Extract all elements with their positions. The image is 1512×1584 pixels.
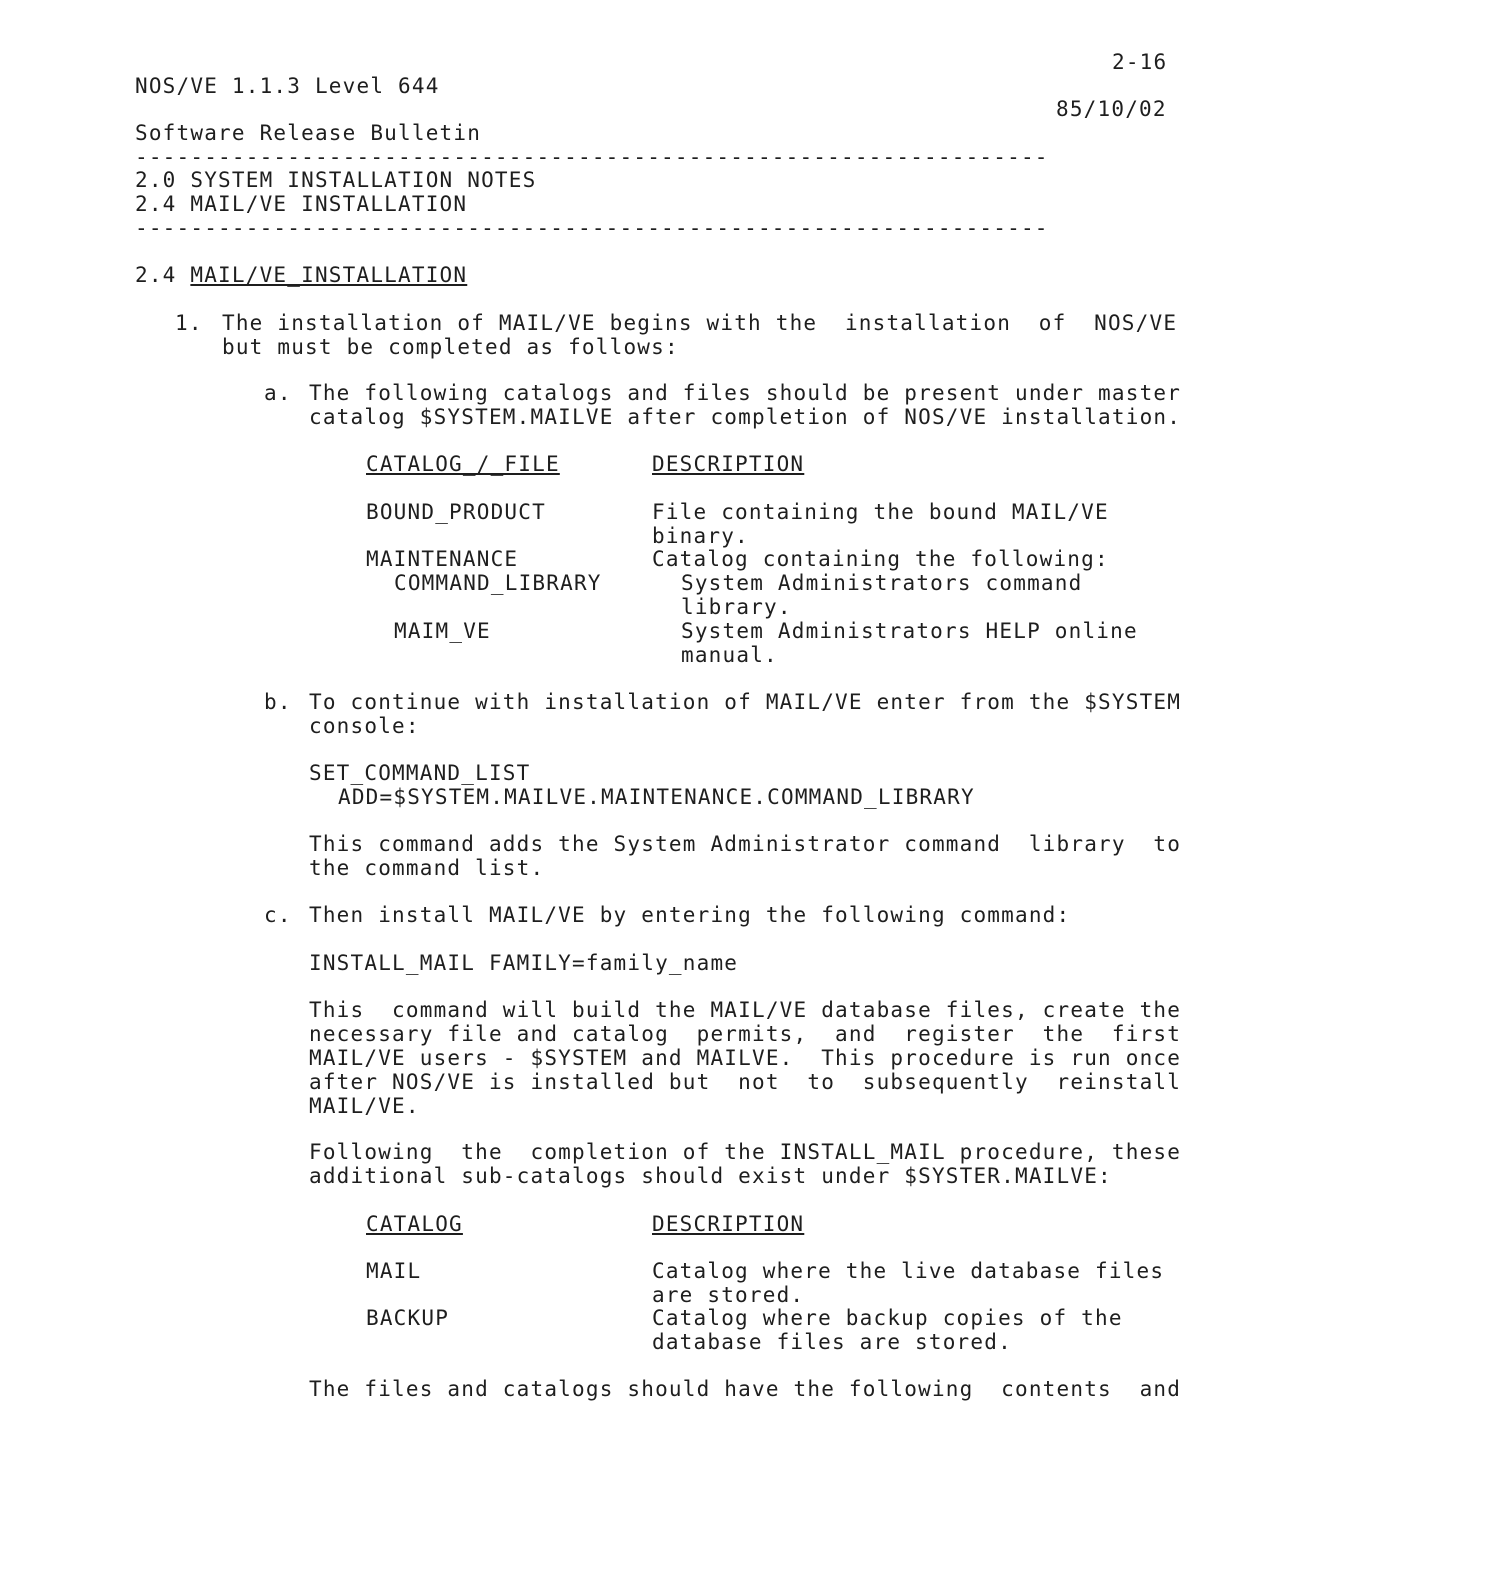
section-title <box>135 263 467 287</box>
table1-row-desc: System Administrators HELP online <box>681 619 1138 643</box>
step-b-command: SET_COMMAND_LIST <box>309 761 531 785</box>
step-c-command: INSTALL_MAIL FAMILY=family_name <box>309 951 739 975</box>
step1-line1: The installation of MAIL/VE begins with the installation of NOS/VE <box>222 311 1178 335</box>
section-number: 2.4 <box>135 263 177 287</box>
table2-row-name: BACKUP <box>366 1306 450 1330</box>
table1-row-name: COMMAND_LIBRARY <box>394 571 602 595</box>
section-title-text: MAIL/VE_INSTALLATION <box>190 263 468 287</box>
step-a-line2: catalog $SYSTEM.MAILVE after completion of NOS/VE installation. <box>309 405 1182 429</box>
page-number: 2-16 <box>1112 50 1168 74</box>
step-b-line1: To continue with installation of MAIL/VE enter from the $SYSTEM <box>309 690 1182 714</box>
closing-line: The files and catalogs should have the following contents and <box>309 1377 1182 1401</box>
step-b-marker: b. <box>264 690 292 714</box>
table2-row-desc: Catalog where the live database files <box>652 1259 1165 1283</box>
table1-row-name: BOUND_PRODUCT <box>366 500 546 524</box>
page-date: 85/10/02 <box>1056 97 1167 121</box>
step-c-line1: Then install MAIL/VE by entering the following command: <box>309 903 1071 927</box>
table2-header-name: CATALOG <box>366 1212 463 1236</box>
table1-row-desc: library. <box>681 595 792 619</box>
step-b-note-line1: This command adds the System Administrator command library to <box>309 832 1182 856</box>
step-c-paragraph1-line: This command will build the MAIL/VE database files, create the <box>309 998 1182 1022</box>
header-rule-top: ------------------------------------------------------------------ <box>135 145 1049 169</box>
table1-row-desc: System Administrators command <box>681 571 1083 595</box>
header-rule-bottom: ------------------------------------------------------------------ <box>135 216 1049 240</box>
step-c-paragraph1-line: necessary file and catalog permits, and register the first <box>309 1022 1182 1046</box>
step-c-paragraph2-line: Following the completion of the INSTALL_MAIL procedure, these <box>309 1140 1182 1164</box>
table1-header-description: DESCRIPTION <box>652 452 805 476</box>
table1-row-name: MAIM_VE <box>394 619 491 643</box>
table2-row-name: MAIL <box>366 1259 422 1283</box>
table2-row-desc: are stored. <box>652 1283 805 1307</box>
step-a-marker: a. <box>264 381 292 405</box>
section-parent-heading: 2.0 SYSTEM INSTALLATION NOTES <box>135 168 537 192</box>
step-c-paragraph1-line: after NOS/VE is installed but not to subsequently reinstall <box>309 1070 1182 1094</box>
step-b-command-argument: ADD=$SYSTEM.MAILVE.MAINTENANCE.COMMAND_LIBRARY <box>338 785 975 809</box>
step-c-paragraph2-line: additional sub-catalogs should exist under $SYSTER.MAILVE: <box>309 1164 1112 1188</box>
table1-row-desc: File containing the bound MAIL/VE <box>652 500 1109 524</box>
step-b-line2: console: <box>309 714 420 738</box>
product-version: NOS/VE 1.1.3 Level 644 <box>135 74 440 98</box>
table2-row-desc: Catalog where backup copies of the <box>652 1306 1123 1330</box>
step1-line2: but must be completed as follows: <box>222 335 679 359</box>
table2-header-description: DESCRIPTION <box>652 1212 805 1236</box>
table1-row-name: MAINTENANCE <box>366 547 519 571</box>
step-b-note-line2: the command list. <box>309 856 545 880</box>
step-c-marker: c. <box>264 903 292 927</box>
table1-row-desc: binary. <box>652 524 749 548</box>
table1-row-desc: Catalog containing the following: <box>652 547 1109 571</box>
document-type: Software Release Bulletin <box>135 121 482 145</box>
table1-header-name: CATALOG_/_FILE <box>366 452 560 476</box>
step1-marker: 1. <box>175 311 203 335</box>
section-current-heading: 2.4 MAIL/VE INSTALLATION <box>135 192 468 216</box>
table1-row-desc: manual. <box>681 643 778 667</box>
table2-row-desc: database files are stored. <box>652 1330 1012 1354</box>
step-c-paragraph1-line: MAIL/VE users - $SYSTEM and MAILVE. This procedure is run once <box>309 1046 1182 1070</box>
step-c-paragraph1-line: MAIL/VE. <box>309 1094 420 1118</box>
step-a-line1: The following catalogs and files should be present under master <box>309 381 1182 405</box>
